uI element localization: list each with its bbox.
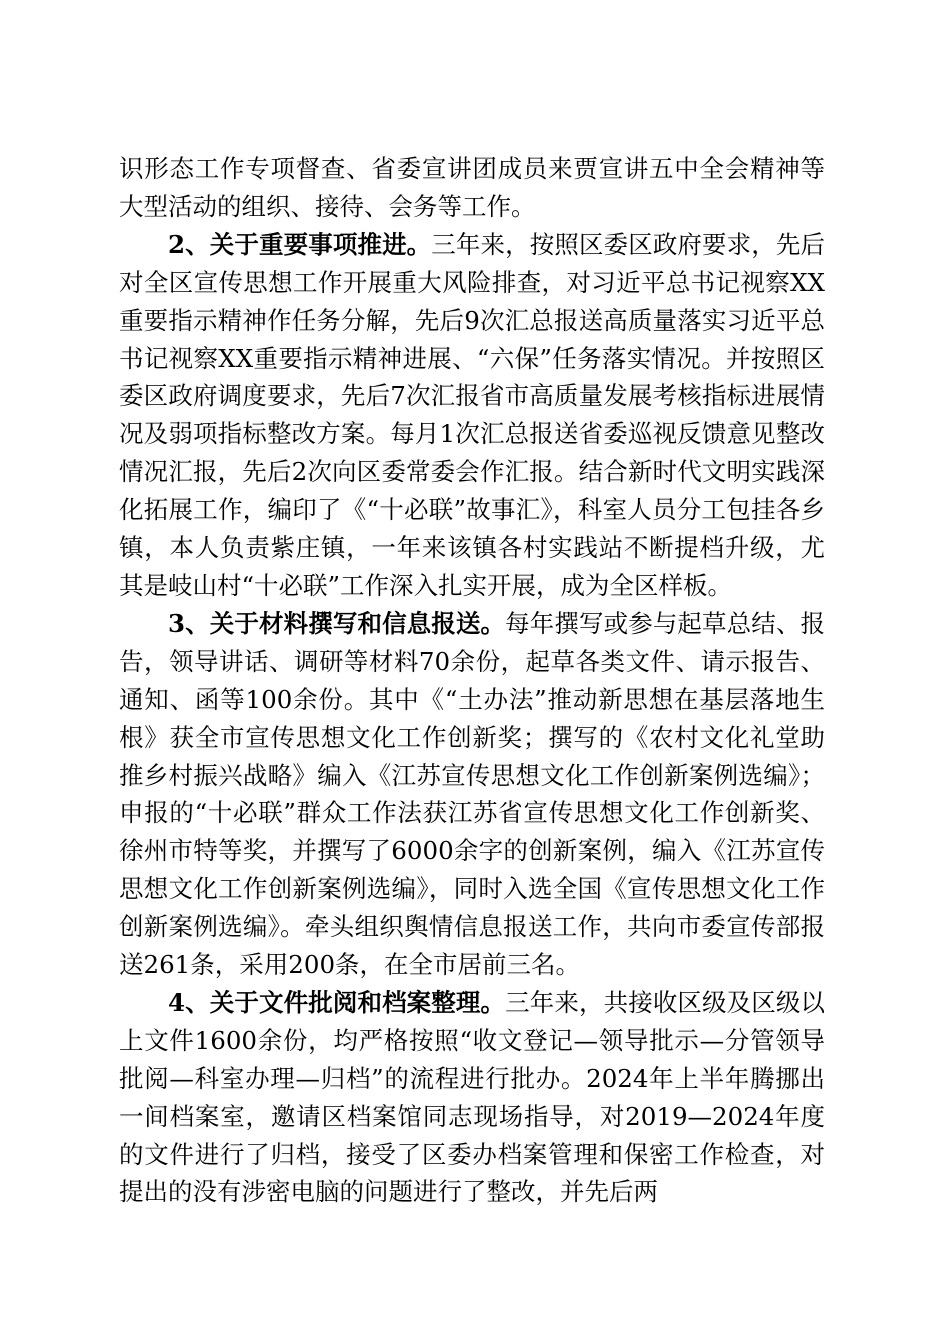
- paragraph-4-heading: 4、关于文件批阅和档案整理。: [168, 987, 506, 1017]
- paragraph-continuation: [119, 150, 825, 226]
- paragraph-3-body: 每年撰写或参与起草总结、报告，领导讲话、调研等材料70余份，起草各类文件、请示报告、通知、函等100余份。其中《“土办法”推动新思想在基层落地生根》获全市宣传思想文化工作创新奖；撰写的《农村文化礼堂助推乡村振兴战略》编入《江苏宣传思想文化工作创新案例选编》；申报的“十必联”群众工作法获江苏省宣传思想文化工作创新奖、徐州市特等奖，并撰写了6000余字的创新案例，编入《江苏宣传思想文化工作创新案例选编》，同时入选全国《宣传思想文化工作创新案例选编》。牵头组织舆情信息报送工作，共向市委宣传部报送261条，采用200条，在全市居前三名。: [119, 608, 826, 980]
- document-page: [119, 150, 825, 1211]
- paragraph-2-heading: 2、关于重要事项推进。: [168, 229, 432, 259]
- paragraph-file-archive: [119, 984, 825, 1211]
- paragraph-1-body: 识形态工作专项督查、省委宣讲团成员来贾宣讲五中全会精神等大型活动的组织、接待、会务等工作。: [119, 154, 825, 221]
- paragraph-important-matters: [119, 226, 825, 605]
- paragraph-material-writing: [119, 605, 825, 984]
- paragraph-2-body: 三年来，按照区委区政府要求，先后对全区宣传思想工作开展重大风险排查，对习近平总书记视察XX重要指示精神作任务分解，先后9次汇总报送高质量落实习近平总书记视察XX重要指示精神进展、“六保”任务落实情况。并按照区委区政府调度要求，先后7次汇报省市高质量发展考核指标进展情况及弱项指标整改方案。每月1次汇总报送省委巡视反馈意见整改情况汇报，先后2次向区委常委会作汇报。结合新时代文明实践深化拓展工作，编印了《“十必联”故事汇》，科室人员分工包挂各乡镇，本人负责紫庄镇，一年来该镇各村实践站不断提档升级，尤其是岐山村“十必联”工作深入扎实开展，成为全区样板。: [119, 229, 825, 600]
- paragraph-4-body: 三年来，共接收区级及区级以上文件1600余份，均严格按照“收文登记—领导批示—分管领导批阅—科室办理—归档”的流程进行批办。2024年上半年腾挪出一间档案室，邀请区档案馆同志现场指导，对2019—2024年度的文件进行了归档，接受了区委办档案管理和保密工作检查，对提出的没有涉密电脑的问题进行了整改，并先后两: [119, 987, 826, 1207]
- paragraph-3-heading: 3、关于材料撰写和信息报送。: [168, 608, 506, 638]
